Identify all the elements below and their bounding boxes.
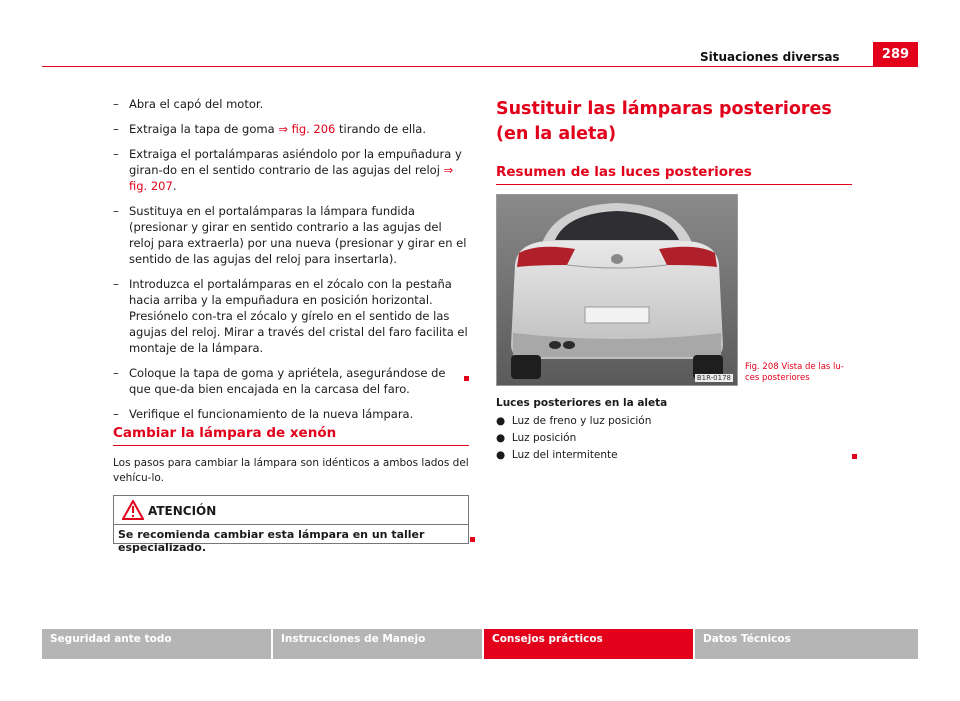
warning-title: ATENCIÓN (148, 504, 217, 518)
end-mark (464, 376, 469, 381)
step-item: – Extraiga el portalámparas asiéndolo por la empuñadura y giran-do en el sentido contrario de las agujas del reloj ⇒ fig. 207. (113, 146, 469, 194)
end-mark (852, 454, 857, 459)
warning-box (113, 495, 469, 554)
xenon-heading: Cambiar la lámpara de xenón (113, 425, 337, 441)
summary-heading: Resumen de las luces posteriores (496, 164, 752, 180)
step-item: – Coloque la tapa de goma y apriétela, asegurándose de que que-da bien encajada en la carcasa del faro. (113, 365, 469, 397)
step-item: – Introduzca el portalámparas en el zócalo con la pestaña hacia arriba y la empuñadura en posición horizontal. Presiónelo con-tra el zócalo y gírelo en el sentido de las agujas del reloj. Mirar a través del cristal del faro facilita el montaje de la lámpara. (113, 276, 469, 356)
summary-section (496, 164, 852, 185)
left-column (113, 96, 469, 431)
footer-nav (42, 629, 918, 659)
figure-link[interactable]: ⇒ fig. 207 (129, 163, 454, 193)
section-title: Situaciones diversas (700, 50, 840, 64)
summary-rule (496, 184, 852, 185)
figure-link[interactable]: ⇒ fig. 206 (278, 122, 336, 136)
step-item: – Abra el capó del motor. (113, 96, 469, 112)
lights-list-section (496, 397, 856, 466)
rear-car-figure (496, 194, 738, 386)
xenon-section (113, 425, 469, 486)
warning-body: Se recomienda cambiar esta lámpara en un taller especializado. (118, 528, 425, 554)
list-heading: Luces posteriores en la aleta (496, 397, 668, 409)
header-rule (42, 66, 918, 67)
tab-datos[interactable]: Datos Técnicos (695, 629, 918, 659)
figure-caption: Fig. 208 Vista de las lu-ces posteriores (745, 362, 844, 383)
car-rear-illustration (497, 195, 737, 385)
end-mark (470, 537, 475, 542)
list-item: ● Luz posición (496, 432, 577, 444)
tab-seguridad[interactable]: Seguridad ante todo (42, 629, 271, 659)
list-item: ● Luz de freno y luz posición (496, 415, 652, 427)
step-item: – Sustituya en el portalámparas la lámpara fundida (presionar y girar en sentido contrario a las agujas del reloj para extraerla) por una nueva (presionar y girar en el sentido de las agujas del reloj para insertarla). (113, 203, 469, 267)
page-number: 289 (873, 42, 918, 66)
xenon-rule (113, 445, 469, 446)
lights-list (496, 415, 856, 461)
procedure-steps (113, 96, 469, 422)
step-item: – Verifique el funcionamiento de la nueva lámpara. (113, 406, 469, 422)
tab-consejos[interactable]: Consejos prácticos (484, 629, 693, 659)
tab-instrucciones[interactable]: Instrucciones de Manejo (273, 629, 482, 659)
figure-code: B1R-0178 (696, 374, 731, 382)
xenon-text: Los pasos para cambiar la lámpara son idénticos a ambos lados del vehícu-lo. (113, 457, 469, 484)
step-item: – Extraiga la tapa de goma ⇒ fig. 206 tirando de ella. (113, 121, 469, 137)
list-item: ● Luz del intermitente (496, 449, 618, 461)
warning-triangle-icon (122, 500, 144, 523)
main-heading: Sustituir las lámparas posteriores (en la aleta) (496, 99, 832, 144)
